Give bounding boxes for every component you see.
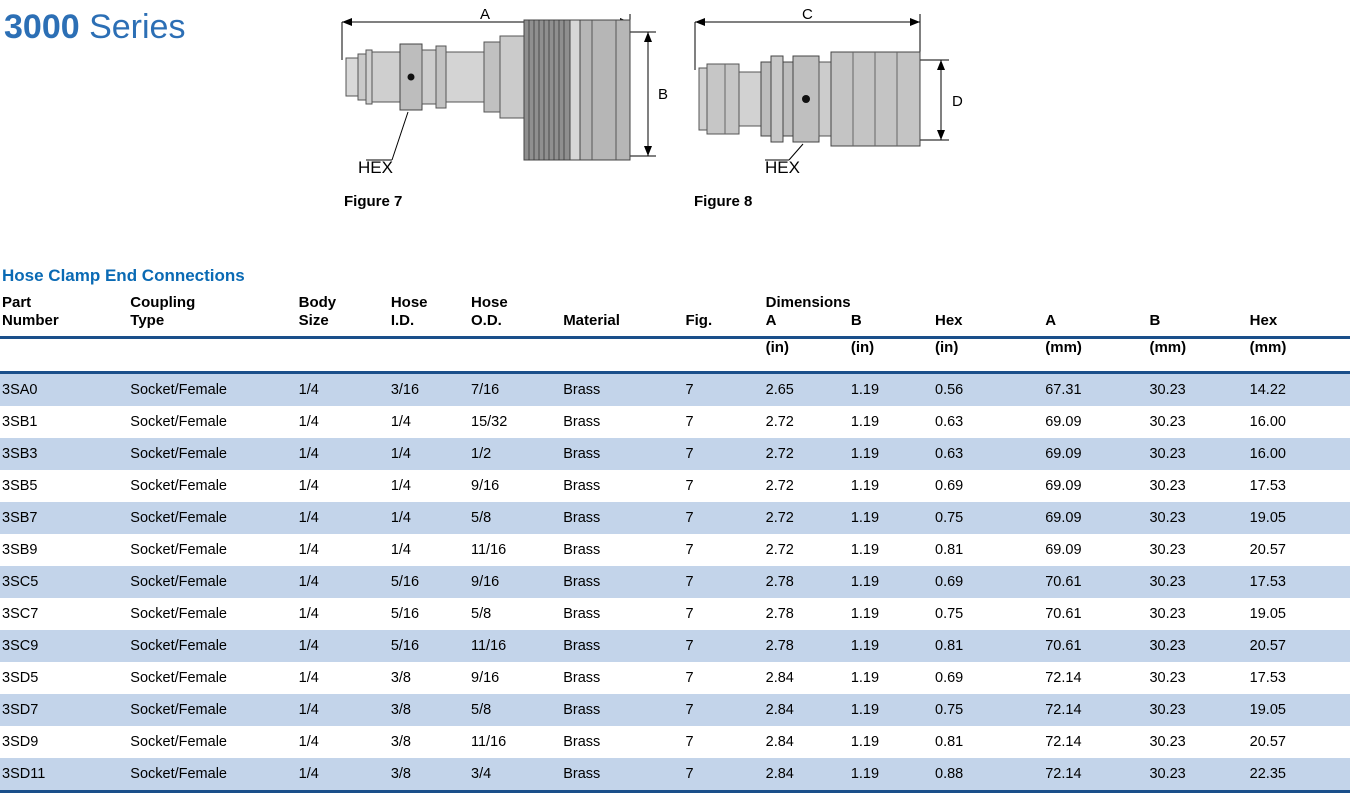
table-row — [0, 662, 1350, 694]
cell-hex-mm: 16.00 — [1249, 414, 1286, 430]
cell-type: Socket/Female — [130, 382, 227, 398]
table-units-row — [0, 339, 1350, 373]
cell-part: 3SD5 — [2, 670, 39, 686]
cell-b-mm: 30.23 — [1149, 574, 1186, 590]
cell-part: 3SB9 — [2, 542, 38, 558]
cell-a-mm: 70.61 — [1045, 574, 1082, 590]
header-hexmm-line2: Hex — [1249, 312, 1278, 329]
cell-hex-in: 0.75 — [935, 702, 964, 718]
cell-b-in: 1.19 — [850, 478, 880, 494]
cell-a-in: 2.72 — [765, 446, 794, 462]
header-material-line2: Material — [563, 312, 620, 329]
units-body — [299, 339, 391, 373]
cell-fig: 7 — [685, 542, 694, 558]
cell-material: Brass — [563, 638, 601, 654]
cell-hose-od: 5/8 — [471, 702, 492, 718]
cell-hex-mm: 19.05 — [1249, 702, 1286, 718]
header-b-in — [851, 294, 935, 338]
cell-part: 3SD11 — [0, 758, 130, 792]
cell-type: Socket/Female — [130, 542, 227, 558]
cell-material: Brass — [563, 574, 601, 590]
header-fig — [685, 294, 765, 338]
cell-hex-in: 0.81 — [935, 542, 964, 558]
cell-fig: 7 — [685, 574, 694, 590]
cell-part: 3SD7 — [2, 702, 39, 718]
cell-body: 1/4 — [298, 606, 319, 622]
cell-b-in: 1.19 — [850, 542, 880, 558]
cell-hose-id: 1/4 — [390, 446, 411, 462]
cell-part: 3SD9 — [2, 734, 39, 750]
cell-hex-mm: 20.57 — [1249, 734, 1286, 750]
cell-type: Socket/Female — [130, 758, 298, 792]
cell-fig: 7 — [685, 670, 694, 686]
cell-fig: 7 — [685, 758, 765, 792]
cell-type: Socket/Female — [130, 446, 227, 462]
cell-hex-in: 0.69 — [935, 478, 964, 494]
cell-fig: 7 — [685, 446, 694, 462]
page-title — [4, 8, 185, 47]
cell-hex-mm: 19.05 — [1249, 606, 1286, 622]
units-type — [130, 339, 298, 373]
page-title-light: Series — [79, 8, 186, 46]
cell-a-mm: 72.14 — [1045, 758, 1149, 792]
cell-body: 1/4 — [298, 638, 319, 654]
cell-material: Brass — [563, 414, 601, 430]
cell-hose-id: 5/16 — [390, 606, 420, 622]
cell-hex-mm: 16.00 — [1249, 446, 1286, 462]
cell-hose-id: 1/4 — [390, 510, 411, 526]
cell-hose-od: 7/16 — [471, 382, 500, 398]
cell-a-in: 2.72 — [765, 478, 794, 494]
cell-material: Brass — [563, 446, 601, 462]
cell-b-in: 1.19 — [850, 510, 880, 526]
cell-body: 1/4 — [298, 734, 319, 750]
cell-body: 1/4 — [298, 574, 319, 590]
header-hose-od — [471, 294, 563, 338]
figure-7-hex-label: HEX — [358, 158, 393, 177]
cell-b-in: 1.19 — [850, 638, 880, 654]
cell-fig: 7 — [685, 414, 694, 430]
figure-7-dim-a: A — [480, 6, 491, 23]
cell-material: Brass — [563, 542, 601, 558]
header-a-in — [766, 294, 851, 338]
cell-body: 1/4 — [298, 542, 319, 558]
header-part-line2: Number — [2, 312, 59, 329]
cell-material: Brass — [563, 734, 601, 750]
cell-b-in: 1.19 — [850, 670, 880, 686]
header-material — [563, 294, 685, 338]
header-coupling-type — [130, 294, 298, 338]
cell-body: 1/4 — [298, 510, 319, 526]
table-body — [0, 374, 1350, 792]
cell-type: Socket/Female — [130, 606, 227, 622]
page-title-bold: 3000 — [4, 8, 80, 46]
table-row — [0, 438, 1350, 470]
cell-hose-id: 3/8 — [390, 734, 411, 750]
header-body-size — [299, 294, 391, 338]
cell-hose-id: 3/8 — [391, 758, 471, 792]
header-hex-mm — [1250, 294, 1350, 338]
cell-b-mm: 30.23 — [1149, 702, 1186, 718]
cell-b-mm: 30.23 — [1149, 478, 1186, 494]
cell-b-mm: 30.23 — [1149, 382, 1186, 398]
cell-a-mm: 72.14 — [1045, 702, 1082, 718]
cell-hex-in: 0.75 — [935, 510, 964, 526]
cell-body: 1/4 — [298, 414, 319, 430]
header-hexin-line1 — [935, 294, 1045, 312]
cell-part: 3SC7 — [2, 606, 39, 622]
cell-a-mm: 70.61 — [1045, 606, 1082, 622]
cell-body: 1/4 — [298, 478, 319, 494]
cell-b-mm: 30.23 — [1149, 606, 1186, 622]
cell-material: Brass — [563, 702, 601, 718]
cell-a-mm: 70.61 — [1045, 638, 1082, 654]
figure-7-dim-b: B — [658, 86, 669, 103]
cell-hose-id: 5/16 — [390, 638, 420, 654]
figure-8-dim-c: C — [802, 6, 813, 23]
cell-part: 3SC9 — [2, 638, 39, 654]
header-hex-in — [935, 294, 1045, 338]
header-body-line2: Size — [298, 312, 329, 329]
cell-b-mm: 30.23 — [1149, 414, 1186, 430]
cell-hose-od: 5/8 — [471, 606, 492, 622]
cell-fig: 7 — [685, 702, 694, 718]
header-ain-line2: A — [765, 312, 777, 329]
table-row — [0, 566, 1350, 598]
table-row — [0, 502, 1350, 534]
cell-type: Socket/Female — [130, 702, 227, 718]
cell-b-in: 1.19 — [850, 702, 880, 718]
header-hoseid-line1: Hose — [390, 294, 428, 311]
cell-part: 3SB1 — [2, 414, 38, 430]
cell-a-mm: 72.14 — [1045, 734, 1082, 750]
cell-hose-od: 3/4 — [471, 758, 563, 792]
cell-hex-mm: 20.57 — [1249, 542, 1286, 558]
cell-material: Brass — [563, 606, 601, 622]
cell-a-mm: 72.14 — [1045, 670, 1082, 686]
cell-a-mm: 69.09 — [1045, 414, 1082, 430]
cell-material: Brass — [563, 758, 685, 792]
header-bin-line1 — [851, 294, 935, 312]
header-hose-id — [391, 294, 471, 338]
cell-hose-id: 1/4 — [390, 542, 411, 558]
units-a-in: (in) — [765, 339, 789, 356]
cell-a-in: 2.78 — [765, 606, 794, 622]
cell-a-in: 2.78 — [765, 574, 794, 590]
cell-hose-od: 9/16 — [471, 478, 500, 494]
header-bmm-line2: B — [1149, 312, 1161, 329]
cell-a-in: 2.72 — [765, 414, 794, 430]
cell-b-mm: 30.23 — [1149, 670, 1186, 686]
cell-body: 1/4 — [298, 446, 319, 462]
table-row — [0, 406, 1350, 438]
cell-a-in: 2.84 — [765, 734, 794, 750]
cell-b-in: 1.19 — [850, 606, 880, 622]
cell-fig: 7 — [685, 382, 694, 398]
cell-b-in: 1.19 — [850, 446, 880, 462]
header-bmm-line1 — [1149, 294, 1249, 312]
cell-a-mm: 67.31 — [1045, 382, 1082, 398]
cell-fig: 7 — [685, 606, 694, 622]
cell-type: Socket/Female — [130, 734, 227, 750]
cell-hex-in: 0.56 — [935, 382, 964, 398]
cell-material: Brass — [563, 510, 601, 526]
cell-b-mm: 30.23 — [1149, 446, 1186, 462]
cell-hose-od: 11/16 — [471, 638, 507, 654]
cell-a-mm: 69.09 — [1045, 446, 1082, 462]
units-b-mm: (mm) — [1149, 339, 1187, 356]
header-dimensions-label: Dimensions — [765, 294, 851, 311]
cell-a-in: 2.78 — [765, 638, 794, 654]
cell-fig: 7 — [685, 478, 694, 494]
cell-hex-in: 0.75 — [935, 606, 964, 622]
cell-hose-id: 3/16 — [390, 382, 420, 398]
section-heading: Hose Clamp End Connections — [2, 266, 245, 285]
cell-hex-in: 0.81 — [935, 734, 964, 750]
cell-material: Brass — [563, 382, 601, 398]
units-a-mm: (mm) — [1045, 339, 1082, 356]
cell-hose-od: 1/2 — [471, 446, 492, 462]
cell-hex-mm: 19.05 — [1249, 510, 1286, 526]
cell-fig: 7 — [685, 510, 694, 526]
cell-hex-mm: 20.57 — [1249, 638, 1286, 654]
figures-area — [330, 0, 990, 225]
cell-b-in: 1.19 — [850, 414, 880, 430]
cell-material: Brass — [563, 478, 601, 494]
figure-8-caption: Figure 8 — [694, 193, 753, 210]
table-row — [0, 598, 1350, 630]
table-row — [0, 726, 1350, 758]
cell-material: Brass — [563, 670, 601, 686]
cell-a-in: 2.72 — [765, 542, 794, 558]
cell-b-mm: 30.23 — [1149, 510, 1186, 526]
table-row — [0, 534, 1350, 566]
cell-hex-mm: 22.35 — [1250, 758, 1350, 792]
cell-hose-od: 11/16 — [471, 542, 507, 558]
table-row — [0, 758, 1350, 792]
header-amm-line2: A — [1045, 312, 1057, 329]
cell-type: Socket/Female — [130, 478, 227, 494]
header-bin-line2: B — [850, 312, 862, 329]
cell-hex-in: 0.69 — [935, 574, 964, 590]
cell-type: Socket/Female — [130, 414, 227, 430]
units-hex-in: (in) — [935, 339, 959, 356]
cell-b-mm: 30.23 — [1149, 542, 1186, 558]
header-part-line1: Part — [2, 294, 32, 311]
units-hose-od — [471, 339, 563, 373]
header-hoseod-line1: Hose — [471, 294, 508, 311]
cell-hex-in: 0.81 — [935, 638, 964, 654]
cell-b-in: 1.19 — [850, 574, 880, 590]
figure-8-drawing — [685, 0, 985, 190]
cell-a-mm: 69.09 — [1045, 478, 1082, 494]
table-row — [0, 470, 1350, 502]
cell-fig: 7 — [685, 734, 694, 750]
cell-hex-in: 0.88 — [935, 758, 1045, 792]
cell-hex-in: 0.63 — [935, 446, 964, 462]
header-hexin-line2: Hex — [935, 312, 963, 329]
cell-body: 1/4 — [298, 382, 319, 398]
header-material-line1 — [563, 294, 685, 312]
cell-hex-in: 0.69 — [935, 670, 964, 686]
cell-a-in: 2.72 — [765, 510, 794, 526]
cell-hose-od: 15/32 — [471, 414, 508, 430]
cell-part: 3SC5 — [2, 574, 39, 590]
units-hex-mm: (mm) — [1249, 339, 1287, 356]
table-row — [0, 694, 1350, 726]
spec-table — [0, 294, 1350, 793]
cell-hex-mm: 17.53 — [1249, 478, 1286, 494]
header-type-line2: Type — [130, 312, 165, 329]
cell-hose-od: 9/16 — [471, 670, 500, 686]
cell-hose-id: 1/4 — [390, 414, 411, 430]
header-b-mm — [1149, 294, 1249, 338]
cell-part: 3SB3 — [2, 446, 38, 462]
table-row — [0, 630, 1350, 662]
figure-8-hex-label: HEX — [765, 158, 800, 177]
cell-hose-od: 11/16 — [471, 734, 507, 750]
cell-hose-od: 9/16 — [471, 574, 500, 590]
header-type-line1: Coupling — [130, 294, 196, 311]
header-fig-line1 — [685, 294, 765, 312]
header-hoseid-line2: I.D. — [390, 312, 415, 329]
units-part — [0, 339, 130, 373]
cell-b-mm: 30.23 — [1149, 758, 1249, 792]
cell-body: 1/4 — [298, 670, 319, 686]
cell-a-mm: 69.09 — [1045, 510, 1082, 526]
cell-b-mm: 30.23 — [1149, 638, 1186, 654]
cell-hose-id: 3/8 — [390, 702, 411, 718]
cell-hex-mm: 17.53 — [1249, 574, 1286, 590]
cell-b-in: 1.19 — [850, 382, 880, 398]
table-row — [0, 374, 1350, 406]
cell-hose-id: 1/4 — [390, 478, 411, 494]
cell-b-mm: 30.23 — [1149, 734, 1186, 750]
cell-a-in: 2.84 — [765, 702, 794, 718]
figure-8-dim-d: D — [952, 93, 963, 110]
units-fig — [685, 339, 765, 373]
cell-fig: 7 — [685, 638, 694, 654]
cell-body: 1/4 — [299, 758, 391, 792]
cell-hose-id: 3/8 — [390, 670, 411, 686]
cell-hex-in: 0.63 — [935, 414, 964, 430]
cell-type: Socket/Female — [130, 638, 227, 654]
cell-a-in: 2.84 — [765, 670, 794, 686]
cell-body: 1/4 — [298, 702, 319, 718]
cell-type: Socket/Female — [130, 574, 227, 590]
cell-b-in: 1.19 — [850, 734, 880, 750]
units-material — [563, 339, 685, 373]
header-fig-line2: Fig. — [685, 312, 713, 329]
table-header-row — [0, 294, 1350, 338]
header-hexmm-line1 — [1250, 294, 1350, 312]
table-head — [0, 294, 1350, 374]
cell-hose-od: 5/8 — [471, 510, 492, 526]
header-amm-line1 — [1045, 294, 1149, 312]
header-a-mm — [1045, 294, 1149, 338]
cell-a-in: 2.65 — [765, 382, 794, 398]
cell-part: 3SB5 — [2, 478, 38, 494]
cell-type: Socket/Female — [130, 670, 227, 686]
cell-hex-mm: 14.22 — [1249, 382, 1286, 398]
cell-part: 3SA0 — [2, 382, 38, 398]
cell-hex-mm: 17.53 — [1249, 670, 1286, 686]
cell-hose-id: 5/16 — [390, 574, 420, 590]
units-b-in: (in) — [850, 339, 875, 356]
header-hoseod-line2: O.D. — [471, 312, 502, 329]
cell-b-in: 1.19 — [851, 758, 935, 792]
cell-a-mm: 69.09 — [1045, 542, 1082, 558]
figure-7-caption: Figure 7 — [344, 193, 403, 210]
cell-part: 3SB7 — [2, 510, 38, 526]
header-body-line1: Body — [298, 294, 337, 311]
cell-type: Socket/Female — [130, 510, 227, 526]
units-hose-id — [391, 339, 471, 373]
header-part — [0, 294, 130, 338]
cell-a-in: 2.84 — [766, 758, 851, 792]
